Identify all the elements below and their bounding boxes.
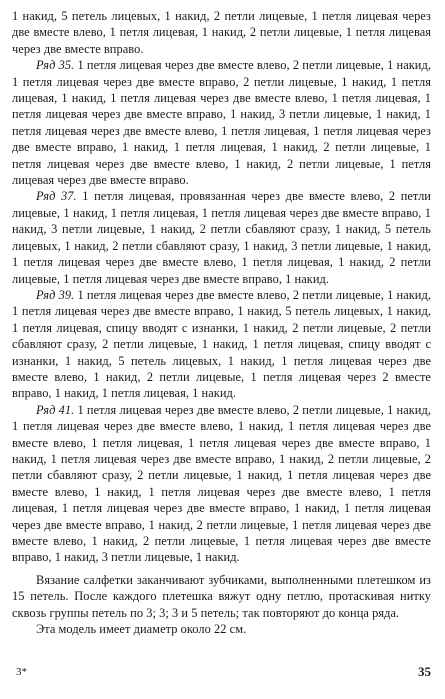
row-label: Ряд 35.	[36, 58, 75, 73]
row-label: Ряд 39.	[36, 287, 75, 302]
row-text: 1 петля лицевая через две вместе влево, 2 петли лицевые, 1 накид, 1 петля лицевая через две вместе вправо, 1 накид, 5 петель лицевых, 1 накид, 1 петля лицевая, спицу вводят с изнанки, 1 накид, 2 петли лицевые, 2 петли сбавляют сразу, 2 петли лицевые, 1 накид, 1 петля лицевая, спицу вводят с изнанки, 1 накид, 5 петель лицевых, 1 накид, 1 петля лицевая через две вместе влево, 1 накид, 2 петли лицевые, 1 петля лицевая через 2 вместе вправо, 1 накид, 1 петля лицевая, 1 накид.	[12, 287, 431, 401]
intro-paragraph: 1 накид, 5 петель лицевых, 1 накид, 2 петли лицевые, 1 петля лицевая через две вместе влево, 1 петля лицевая, 1 накид, 2 петли лицевые, 1 петля лицевая через две вместе вправо.	[12, 9, 431, 56]
row-label: Ряд 41.	[36, 402, 75, 417]
row-39-paragraph	[12, 287, 431, 402]
row-text: 1 петля лицевая, провязанная через две вместе влево, 2 петли лицевые, 1 накид, 1 петля лицевая, 1 петля лицевая через две вместе вправо, 1 накид, 3 петли лицевые, 1 накид, 2 петли сбавляют сразу, 1 накид, 5 петель лицевых, 1 накид, 2 петли сбавляют сразу, 1 накид, 3 петли лицевые, 1 накид, 1 петля лицевая через две вместе влево, 1 петля лицевая, 1 накид, 2 петли лицевые, 1 петля лицевая через две вместе вправо, 1 накид.	[12, 189, 431, 286]
page-number: 35	[418, 664, 431, 679]
row-35-paragraph	[12, 57, 431, 188]
row-41-paragraph	[12, 402, 431, 566]
page-footer	[14, 664, 431, 684]
signature-mark: 3*	[16, 666, 27, 678]
closing-paragraph: Вязание салфетки заканчивают зубчиками, выполненными плетешком из 15 петель. После каждого плетешка вяжут одну петлю, протаскивая нитку сквозь группы петель по 3; 3; 3 и 5 петель; так повторяют до конца ряда.	[12, 572, 431, 620]
row-37-paragraph	[12, 188, 431, 286]
row-text: 1 петля лицевая через две вместе влево, 2 петли лицевые, 1 накид, 1 петля лицевая через две вместе вправо, 2 петли лицевые, 1 накид, 1 петля лицевая, 1 накид, 1 петля лицевая через две вместе влево, 1 петля лицевая, 1 петля лицевая через две вместе вправо, 1 накид, 3 петли лицевые, 1 накид, 1 петля лицевая через две вместе влево, 1 петля лицевая, 1 петля лицевая через две вместе вправо, 1 накид, 1 петля лицевая, 1 накид, 2 петли лицевые, 1 петля лицевая через две вместе влево, 1 накид, 2 петли лицевые, 1 петля лицевая через две вместе вправо.	[12, 58, 431, 188]
row-label: Ряд 37.	[36, 189, 77, 204]
diameter-note: Эта модель имеет диаметр около 22 см.	[36, 622, 247, 637]
row-text: 1 петля лицевая через две вместе влево, 2 петли лицевые, 1 накид, 1 петля лицевая через две вместе влево, 1 накид, 1 петля лицевая через две вместе влево, 1 петля лицевая, 1 петля лицевая через две вместе вправо, 1 накид, 1 петля лицевая через две вместе вправо, 1 накид, 2 петли лицевые, 2 петли сбавляют сразу, 2 петли лицевые, 1 накид, 1 петля лицевая через две вместе влево, 1 накид, 1 петля лицевая через две вместе влево, 1 петля лицевая, 1 петля лицевая через две вместе вправо, 1 накид, 1 петля лицевая через две вместе вправо, 1 накид, 2 петли лицевые, 1 петля лицевая через две вместе влево, 1 накид, 2 петли лицевые, 1 петля лицевая через две вместе вправо, 1 накид, 3 петли лицевые, 1 накид.	[12, 402, 431, 565]
